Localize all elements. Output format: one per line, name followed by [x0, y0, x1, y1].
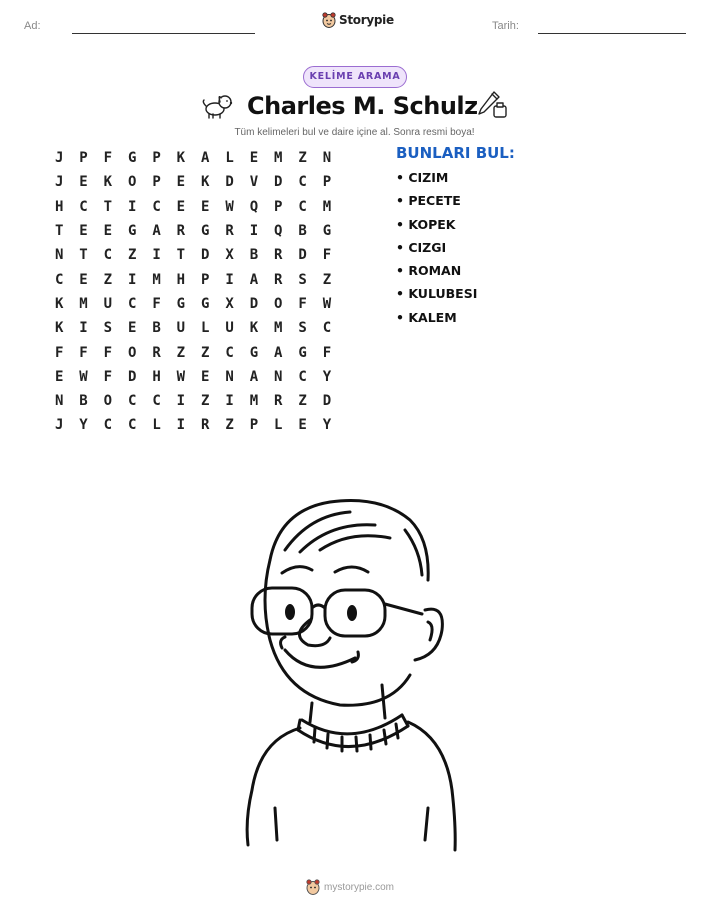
grid-letter[interactable]: M: [322, 198, 332, 215]
grid-letter[interactable]: F: [103, 150, 113, 167]
instructions: Tüm kelimeleri bul ve daire içine al. Sonra resmi boya!: [234, 127, 475, 138]
grid-letter[interactable]: K: [249, 320, 259, 337]
grid-letter[interactable]: N: [225, 368, 234, 385]
grid-letter[interactable]: D: [127, 368, 137, 385]
grid-letter[interactable]: G: [127, 150, 137, 167]
grid-letter[interactable]: C: [127, 417, 137, 434]
grid-letter[interactable]: L: [274, 417, 283, 434]
grid-letter[interactable]: A: [152, 223, 161, 240]
grid-letter[interactable]: C: [298, 198, 307, 215]
grid-letter[interactable]: R: [201, 417, 210, 434]
grid-letter[interactable]: H: [152, 368, 161, 385]
grid-letter[interactable]: L: [201, 320, 210, 337]
word-search-grid: [47, 146, 339, 438]
grid-letter[interactable]: C: [298, 368, 307, 385]
grid-letter[interactable]: W: [176, 368, 186, 385]
grid-row: [47, 170, 339, 194]
grid-letter[interactable]: F: [322, 344, 332, 361]
grid-letter[interactable]: K: [103, 174, 113, 191]
grid-letter[interactable]: R: [152, 344, 161, 361]
grid-letter[interactable]: O: [127, 344, 137, 361]
grid-letter[interactable]: M: [274, 320, 283, 337]
grid-row: [47, 340, 339, 364]
grid-letter[interactable]: D: [249, 295, 259, 312]
footer: [306, 879, 394, 895]
grid-row: [47, 146, 339, 170]
grid-letter[interactable]: F: [322, 247, 332, 264]
grid-letter[interactable]: F: [103, 368, 113, 385]
grid-letter[interactable]: C: [127, 393, 137, 410]
grid-row: [47, 195, 339, 219]
grid-row: [47, 316, 339, 340]
grid-letter[interactable]: B: [298, 223, 307, 240]
man-portrait-illustration: [230, 490, 470, 860]
grid-letter[interactable]: R: [274, 247, 283, 264]
storypie-logo-icon: [322, 12, 336, 28]
grid-letter[interactable]: Y: [322, 368, 332, 385]
word-list-item: • CIZGI: [396, 239, 447, 255]
grid-letter[interactable]: N: [54, 247, 64, 264]
grid-letter[interactable]: E: [54, 368, 64, 385]
grid-letter[interactable]: T: [79, 247, 88, 264]
footer-url: mystorypie.com: [324, 881, 395, 893]
grid-letter[interactable]: E: [127, 320, 137, 337]
grid-letter[interactable]: B: [152, 320, 161, 337]
grid-letter[interactable]: M: [79, 295, 88, 312]
grid-letter[interactable]: P: [152, 174, 161, 191]
grid-letter[interactable]: C: [322, 320, 332, 337]
grid-row: [47, 413, 339, 437]
grid-letter[interactable]: G: [127, 223, 137, 240]
page-title: Charles M. Schulz: [247, 92, 478, 120]
grid-letter[interactable]: T: [103, 198, 113, 215]
grid-letter[interactable]: F: [152, 295, 161, 312]
date-label: Tarih:: [492, 20, 519, 32]
grid-letter[interactable]: G: [249, 344, 259, 361]
brand-name: Storypie: [339, 13, 394, 27]
category-badge: KELİME ARAMA: [303, 66, 407, 88]
grid-letter[interactable]: E: [103, 223, 113, 240]
grid-letter[interactable]: F: [54, 344, 64, 361]
grid-letter[interactable]: U: [225, 320, 234, 337]
grid-letter[interactable]: R: [274, 271, 283, 288]
grid-letter[interactable]: I: [127, 271, 137, 288]
grid-letter[interactable]: F: [103, 344, 113, 361]
grid-letter[interactable]: I: [152, 247, 161, 264]
grid-letter[interactable]: F: [79, 344, 88, 361]
grid-letter[interactable]: M: [274, 150, 283, 167]
grid-letter[interactable]: C: [152, 393, 161, 410]
grid-letter[interactable]: E: [298, 417, 307, 434]
grid-letter[interactable]: E: [201, 368, 210, 385]
grid-letter[interactable]: Z: [127, 247, 137, 264]
grid-letter[interactable]: C: [54, 271, 64, 288]
grid-row: [47, 267, 339, 291]
grid-letter[interactable]: P: [322, 174, 332, 191]
grid-letter[interactable]: I: [176, 393, 186, 410]
grid-letter[interactable]: Z: [298, 393, 307, 410]
grid-letter[interactable]: D: [225, 174, 234, 191]
grid-letter[interactable]: K: [176, 150, 186, 167]
grid-letter[interactable]: C: [225, 344, 234, 361]
grid-letter[interactable]: A: [249, 271, 259, 288]
grid-letter[interactable]: C: [127, 295, 137, 312]
grid-letter[interactable]: Y: [79, 417, 88, 434]
grid-letter[interactable]: R: [225, 223, 234, 240]
grid-letter[interactable]: C: [298, 174, 307, 191]
grid-letter[interactable]: P: [201, 271, 210, 288]
grid-letter[interactable]: C: [152, 198, 161, 215]
word-list-title: BUNLARI BUL:: [396, 144, 515, 162]
grid-row: [47, 243, 339, 267]
grid-letter[interactable]: B: [79, 393, 88, 410]
grid-letter[interactable]: E: [176, 174, 186, 191]
grid-letter[interactable]: E: [79, 174, 88, 191]
grid-letter[interactable]: O: [274, 295, 283, 312]
word-list: [396, 170, 477, 333]
word-list-item: • KULUBESI: [396, 286, 478, 302]
grid-letter[interactable]: G: [201, 223, 210, 240]
grid-letter[interactable]: Z: [298, 150, 307, 167]
grid-row: [47, 292, 339, 316]
grid-letter[interactable]: E: [249, 150, 259, 167]
grid-letter[interactable]: C: [103, 247, 113, 264]
grid-letter[interactable]: S: [103, 320, 113, 337]
grid-letter[interactable]: B: [249, 247, 259, 264]
grid-letter[interactable]: Z: [176, 344, 186, 361]
grid-letter[interactable]: G: [322, 223, 332, 240]
word-list-item: • PECETE: [396, 193, 461, 209]
grid-letter[interactable]: C: [79, 198, 88, 215]
grid-letter[interactable]: H: [176, 271, 186, 288]
word-list-item: • CIZIM: [396, 170, 449, 185]
grid-letter[interactable]: A: [274, 344, 283, 361]
grid-letter[interactable]: E: [79, 271, 88, 288]
grid-letter[interactable]: T: [54, 223, 64, 240]
grid-letter[interactable]: I: [225, 393, 234, 410]
grid-letter[interactable]: J: [54, 417, 64, 434]
grid-letter[interactable]: Z: [225, 417, 234, 434]
grid-letter[interactable]: M: [152, 271, 161, 288]
storypie-footer-icon: [306, 879, 320, 895]
grid-letter[interactable]: K: [201, 174, 210, 191]
grid-letter[interactable]: E: [176, 198, 186, 215]
grid-row: [47, 219, 339, 243]
grid-letter[interactable]: D: [322, 393, 332, 410]
grid-letter[interactable]: U: [103, 295, 113, 312]
grid-letter[interactable]: G: [298, 344, 307, 361]
grid-letter[interactable]: G: [176, 295, 186, 312]
grid-letter[interactable]: Z: [201, 393, 210, 410]
grid-letter[interactable]: E: [201, 198, 210, 215]
grid-letter[interactable]: I: [225, 271, 234, 288]
grid-letter[interactable]: R: [176, 223, 186, 240]
grid-letter[interactable]: Z: [322, 271, 332, 288]
name-label: Ad:: [24, 20, 41, 32]
grid-letter[interactable]: R: [274, 393, 283, 410]
grid-letter[interactable]: E: [79, 223, 88, 240]
name-line[interactable]: [72, 33, 255, 34]
grid-letter[interactable]: K: [54, 320, 64, 337]
grid-letter[interactable]: H: [54, 198, 64, 215]
grid-letter[interactable]: P: [152, 150, 161, 167]
grid-row: [47, 365, 339, 389]
grid-letter[interactable]: Z: [201, 344, 210, 361]
grid-letter[interactable]: Q: [274, 223, 283, 240]
date-line[interactable]: [538, 33, 686, 34]
grid-letter[interactable]: Q: [249, 198, 259, 215]
grid-letter[interactable]: D: [274, 174, 283, 191]
grid-letter[interactable]: M: [249, 393, 259, 410]
grid-letter[interactable]: U: [176, 320, 186, 337]
grid-letter[interactable]: N: [54, 393, 64, 410]
grid-letter[interactable]: N: [274, 368, 283, 385]
grid-letter[interactable]: L: [152, 417, 161, 434]
grid-letter[interactable]: J: [54, 150, 64, 167]
grid-letter[interactable]: J: [54, 174, 64, 191]
grid-letter[interactable]: Z: [103, 271, 113, 288]
grid-letter[interactable]: W: [225, 198, 234, 215]
dog-icon: [200, 92, 234, 120]
grid-letter[interactable]: T: [176, 247, 186, 264]
pen-ink-icon: [474, 88, 508, 120]
grid-letter[interactable]: W: [79, 368, 88, 385]
grid-letter[interactable]: Y: [322, 417, 332, 434]
grid-letter[interactable]: I: [79, 320, 88, 337]
grid-letter[interactable]: O: [103, 393, 113, 410]
grid-letter[interactable]: I: [127, 198, 137, 215]
word-list-item: • KALEM: [396, 309, 457, 325]
word-list-item: • ROMAN: [396, 263, 462, 279]
grid-letter[interactable]: C: [103, 417, 113, 434]
grid-letter[interactable]: P: [249, 417, 259, 434]
grid-letter[interactable]: S: [298, 271, 307, 288]
grid-letter[interactable]: A: [201, 150, 210, 167]
grid-letter[interactable]: A: [249, 368, 259, 385]
grid-letter[interactable]: K: [54, 295, 64, 312]
grid-letter[interactable]: N: [322, 150, 332, 167]
grid-letter[interactable]: W: [322, 295, 332, 312]
grid-letter[interactable]: X: [225, 247, 234, 264]
grid-letter[interactable]: G: [201, 295, 210, 312]
word-list-item: • KOPEK: [396, 216, 456, 232]
grid-letter[interactable]: X: [225, 295, 234, 312]
brand: [322, 12, 394, 28]
grid-letter[interactable]: I: [249, 223, 259, 240]
grid-letter[interactable]: P: [274, 198, 283, 215]
grid-letter[interactable]: D: [298, 247, 307, 264]
grid-letter[interactable]: I: [176, 417, 186, 434]
grid-letter[interactable]: S: [298, 320, 307, 337]
grid-letter[interactable]: F: [298, 295, 307, 312]
grid-row: [47, 389, 339, 413]
grid-letter[interactable]: L: [225, 150, 234, 167]
grid-letter[interactable]: O: [127, 174, 137, 191]
grid-letter[interactable]: P: [79, 150, 88, 167]
grid-letter[interactable]: D: [201, 247, 210, 264]
grid-letter[interactable]: V: [249, 174, 259, 191]
